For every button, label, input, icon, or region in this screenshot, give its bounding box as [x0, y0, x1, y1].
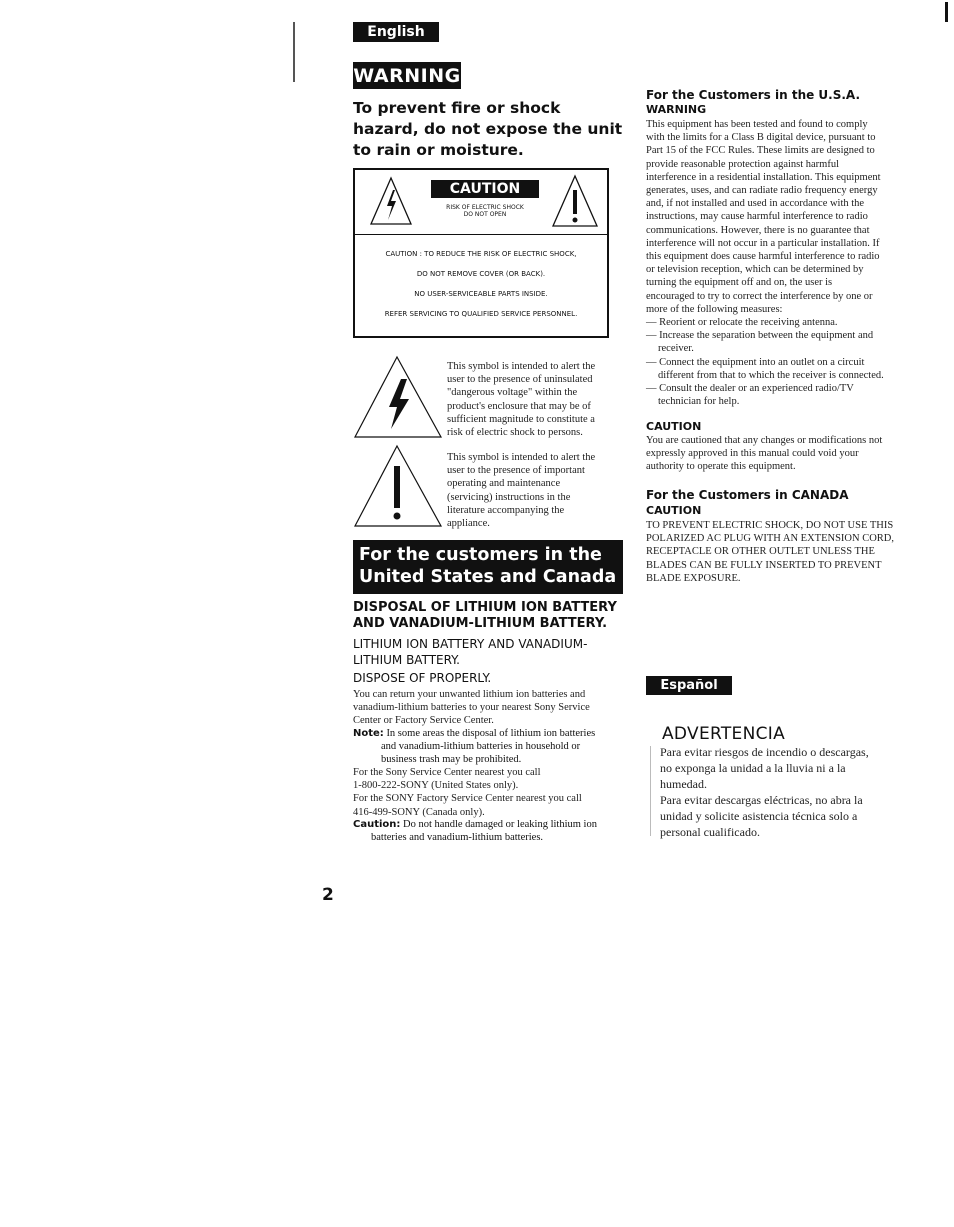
service-lines: For the Sony Service Center nearest you call 1-800-222-SONY (United States only). For the SONY Factory Service Center nearest you call 416-499-SONY (Canada only). — [353, 767, 582, 818]
measure-item: receiver. — [658, 343, 694, 355]
us-canada-banner — [353, 540, 623, 594]
measure-item: — Reorient or relocate the receiving antenna. — [646, 317, 838, 328]
es-margin-rule — [650, 746, 651, 836]
usa-caution-label: CAUTION — [646, 420, 702, 433]
measures-list — [646, 316, 946, 408]
lightning-symbol-icon — [353, 355, 445, 441]
caution-risk-line2: DO NOT OPEN — [463, 211, 507, 218]
symbol1-text: This symbol is intended to alert the user to the presence of uninsulated "dangerous voltage" within the product's enclosure that may be of sufficient magnitude to constitute a risk of electric shock to persons. — [447, 361, 596, 439]
disposal-heading: DISPOSAL OF LITHIUM ION BATTERY AND VANADIUM-LITHIUM BATTERY. — [353, 600, 617, 631]
advertencia-heading: ADVERTENCIA — [662, 724, 786, 744]
usa-caution-body: You are cautioned that any changes or modifications not expressly approved in this manual could void your authority to operate this equipment. — [646, 435, 883, 473]
measure-item: — Consult the dealer or an experienced radio/TV — [646, 383, 854, 395]
caution-line-2: DO NOT REMOVE COVER (OR BACK). — [416, 270, 546, 278]
es-body: Para evitar riesgos de incendio o descargas, no exponga la unidad a la lluvia ni a la humedad. Para evitar descargas eléctricas, no abra la unidad y solicite asistencia técnica solo a personal cualificado. — [660, 745, 869, 839]
usa-warning-label: WARNING — [646, 103, 707, 116]
measure-item: different from that to which the receiver is connected. — [658, 369, 884, 381]
measure-item: — Connect the equipment into an outlet on a circuit — [646, 356, 865, 368]
banner-line-1: For the customers in the — [359, 545, 602, 565]
caution-label-title: CAUTION — [431, 180, 539, 198]
exclamation-triangle-icon — [551, 174, 599, 228]
caution-label-box — [353, 168, 609, 338]
warning-headline: To prevent fire or shock hazard, do not expose the unit to rain or moisture. — [353, 99, 623, 159]
note-line-2: and vanadium-lithium batteries in household or — [381, 741, 581, 753]
disposal-sub: LITHIUM ION BATTERY AND VANADIUM-LITHIUM BATTERY. — [353, 637, 588, 667]
caution-label-top — [355, 170, 607, 235]
measure-item: technician for help. — [658, 396, 740, 408]
espanol-tag: Español — [646, 676, 732, 695]
scan-mark-left — [293, 22, 295, 82]
caution2-block — [353, 818, 633, 844]
exclamation-symbol-icon — [353, 444, 445, 530]
canada-caution-label: CAUTION — [646, 504, 702, 517]
note-line-3: business trash may be prohibited. — [381, 754, 522, 766]
disposal-sub2: DISPOSE OF PROPERLY. — [353, 671, 492, 685]
usa-heading: For the Customers in the U.S.A. — [646, 88, 861, 102]
scan-mark-top-right — [945, 2, 948, 22]
english-tag: English — [353, 22, 439, 42]
caution-line-1: CAUTION : TO REDUCE THE RISK OF ELECTRIC SHOCK, — [385, 250, 577, 258]
measure-item: — Increase the separation between the equipment and — [646, 330, 874, 342]
warning-tag: WARNING — [353, 62, 461, 89]
caution2-line-2: batteries and vanadium-lithium batteries. — [371, 832, 544, 844]
caution2-line-1: Do not handle damaged or leaking lithium ion — [403, 819, 597, 830]
canada-body: TO PREVENT ELECTRIC SHOCK, DO NOT USE THIS POLARIZED AC PLUG WITH AN EXTENSION CORD, RECEPTACLE OR OTHER OUTLET UNLESS THE BLADES CAN BE FULLY INSERTED TO PREVENT BLADE EXPOSURE. — [646, 520, 895, 584]
caution2-label: Caution: — [353, 819, 401, 830]
disposal-body: You can return your unwanted lithium ion batteries and vanadium-lithium batteries to your nearest Sony Service Center or Factory Service Center. — [353, 689, 590, 727]
caution-risk-line1: RISK OF ELECTRIC SHOCK — [446, 204, 524, 211]
note-line-1: In some areas the disposal of lithium ion batteries — [386, 728, 596, 739]
note-block — [353, 727, 633, 767]
lightning-triangle-icon — [369, 176, 413, 226]
banner-line-2: United States and Canada — [359, 567, 617, 587]
page-number: 2 — [322, 885, 334, 905]
caution-line-4: REFER SERVICING TO QUALIFIED SERVICE PERSONNEL. — [384, 310, 578, 318]
canada-heading: For the Customers in CANADA — [646, 488, 849, 502]
caution-line-3: NO USER-SERVICEABLE PARTS INSIDE. — [414, 290, 548, 298]
usa-body: This equipment has been tested and found to comply with the limits for a Class B digital device, pursuant to Part 15 of the FCC Rules. These limits are designed to provide reasonable protection against harmful interference in a residential installation. This equipment generates, uses, and can radiate radio frequency energy and, if not installed and used in accordance with the instructions, may cause harmful interference to radio communications. However, there is no guarantee that interference will not occur in a particular installation. If this equipment does cause harmful interference to radio or television reception, which can be determined by turning the equipment off and on, the user is encouraged to try to correct the interference by one or more of the following measures: — [646, 119, 881, 315]
note-label: Note: — [353, 728, 384, 739]
symbol2-text: This symbol is intended to alert the user to the presence of important operating and maintenance (servicing) instructions in the literature accompanying the appliance. — [447, 452, 596, 530]
